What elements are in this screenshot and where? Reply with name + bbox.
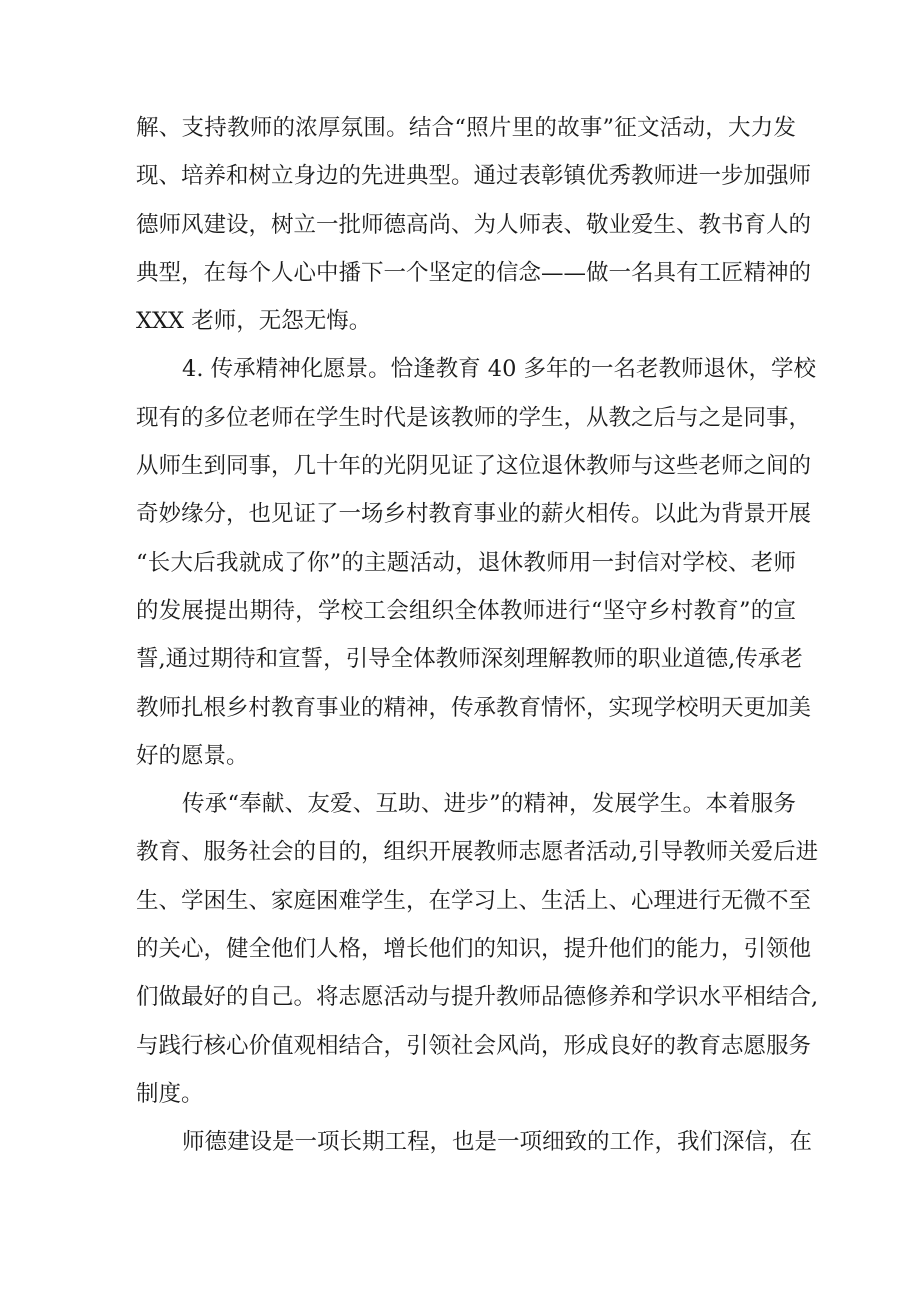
paragraph [136, 345, 817, 780]
text-line: 与践行核心价值观相结合，引领社会风尚，形成良好的教育志愿服务 [136, 1032, 812, 1059]
text-line: 师德建设是一项长期工程，也是一项细致的工作，我们深信，在 [182, 1129, 813, 1156]
text-line: “长大后我就成了你”的主题活动，退休教师用一封信对学校、老师 [136, 549, 796, 576]
text-line: 典型，在每个人心中播下一个坚定的信念——做一名具有工匠精神的 [136, 259, 812, 286]
paragraph [136, 780, 819, 1118]
paragraph [136, 1118, 813, 1166]
text-line: 教师扎根乡村教育事业的精神，传承教育情怀，实现学校明天更加美 [136, 694, 812, 721]
text-line: 奇妙缘分，也见证了一场乡村教育事业的薪火相传。以此为背景开展 [136, 501, 812, 528]
paragraph [136, 104, 812, 345]
text-line: 从师生到同事，几十年的光阴见证了这位退休教师与这些老师之间的 [136, 453, 812, 480]
text-line: 生、学困生、家庭困难学生，在学习上、生活上、心理进行无微不至 [136, 887, 812, 914]
text-line: 教育、服务社会的目的，组织开展教师志愿者活动,引导教师关爱后进 [136, 839, 819, 866]
text-line: 好的愿景。 [136, 742, 249, 769]
text-line: 们做最好的自己。将志愿活动与提升教师品德修养和学识水平相结合, [136, 984, 819, 1011]
text-line: 现有的多位老师在学生时代是该教师的学生，从教之后与之是同事， [136, 404, 812, 431]
text-line: 解、支持教师的浓厚氛围。结合“照片里的故事”征文活动，大力发 [136, 115, 796, 141]
text-line: 现、培养和树立身边的先进典型。通过表彰镇优秀教师进一步加强师 [136, 163, 812, 190]
text-line: 德师风建设，树立一批师德高尚、为人师表、敬业爱生、教书育人的 [136, 211, 812, 238]
document-body [136, 104, 819, 1167]
text-line: 誓,通过期待和宣誓，引导全体教师深刻理解教师的职业道德,传承老 [136, 646, 803, 673]
text-line: 的发展提出期待，学校工会组织全体教师进行“坚守乡村教育”的宣 [136, 597, 796, 624]
text-line: 制度。 [136, 1080, 204, 1107]
text-line: 传承“奉献、友爱、互助、进步”的精神，发展学生。本着服务 [182, 791, 796, 818]
text-line: XXX 老师，无怨无悔。 [136, 308, 372, 335]
text-line: 的关心，健全他们人格，增长他们的知识，提升他们的能力，引领他 [136, 936, 812, 963]
text-line: 4. 传承精神化愿景。恰逢教育 40 多年的一名老教师退休，学校 [182, 356, 817, 383]
